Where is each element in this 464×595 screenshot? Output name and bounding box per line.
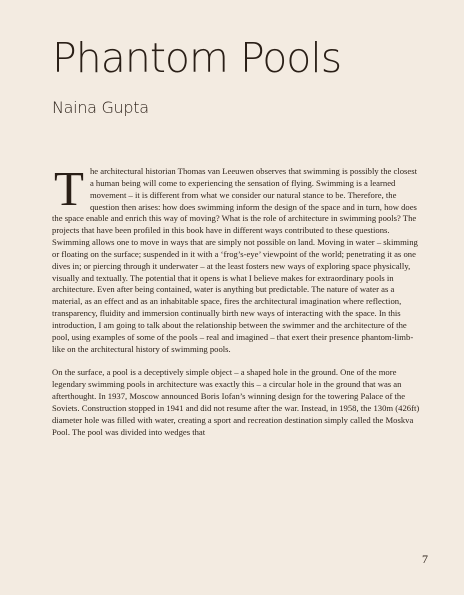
paragraph-1 bbox=[52, 161, 420, 356]
chapter-title: Phantom Pools bbox=[52, 34, 342, 82]
drop-cap: T bbox=[54, 161, 84, 216]
paragraph-2-text: On the surface, a pool is a deceptively simple object – a shaped hole in the ground. One of the more legendary swimming pools in architecture was exactly this – a circular hole in the ground that was an afterthought. In 1937, Moscow announced Boris Iofan’s winning design for the towering Palace of the Soviets. Construction stopped in 1941 and did not resume after the war. Instead, in 1958, the 130m (426ft) diameter hole was filled with water, creating a sport and recreation destination simply called the Moskva Pool. The pool was divided into wedges that bbox=[52, 367, 420, 437]
author-name: Naina Gupta bbox=[52, 98, 149, 117]
paragraph-1-text: he architectural historian Thomas van Leeuwen observes that swimming is possibly the closest a human being will come to experiencing the sensation of flying. Swimming is a learned movement – it is different from what we consider our natural stance to be. Therefore, the question then arises: how does swimming inform the design of the space and in turn, how does the space enable and enrich this way of moving? What is the role of architecture in swimming pools? The projects that have been profiled in this book have in different ways contributed to these questions. Swimming allows one to move in ways that are simply not possible on land. Moving in water – skimming or floating on the surface; suspended in it with a ‘frog’s-eye’ viewpoint of the world; penetrating it as one dives in; or piercing through it underwater – at the least fosters new ways of exploring space physically, visually and textually. The potential that it opens is what I believe makes for extraordinary pools in architecture. Even after being contained, water is anything but predictable. The nature of water as a material, as an effect and as an inhabitable space, fires the architectural imagination where reflection, transparency, fluidity and immersion continually birth new ways of interacting with the space. In this introduction, I am going to talk about the relationship between the swimmer and the architecture of the pool, using examples of some of the pools – real and imagined – that exert their presence phantom-limb-like on the architectural history of swimming pools. bbox=[52, 166, 418, 354]
body-text bbox=[52, 161, 420, 438]
page-number: 7 bbox=[422, 552, 428, 566]
paragraph-2 bbox=[52, 367, 420, 438]
